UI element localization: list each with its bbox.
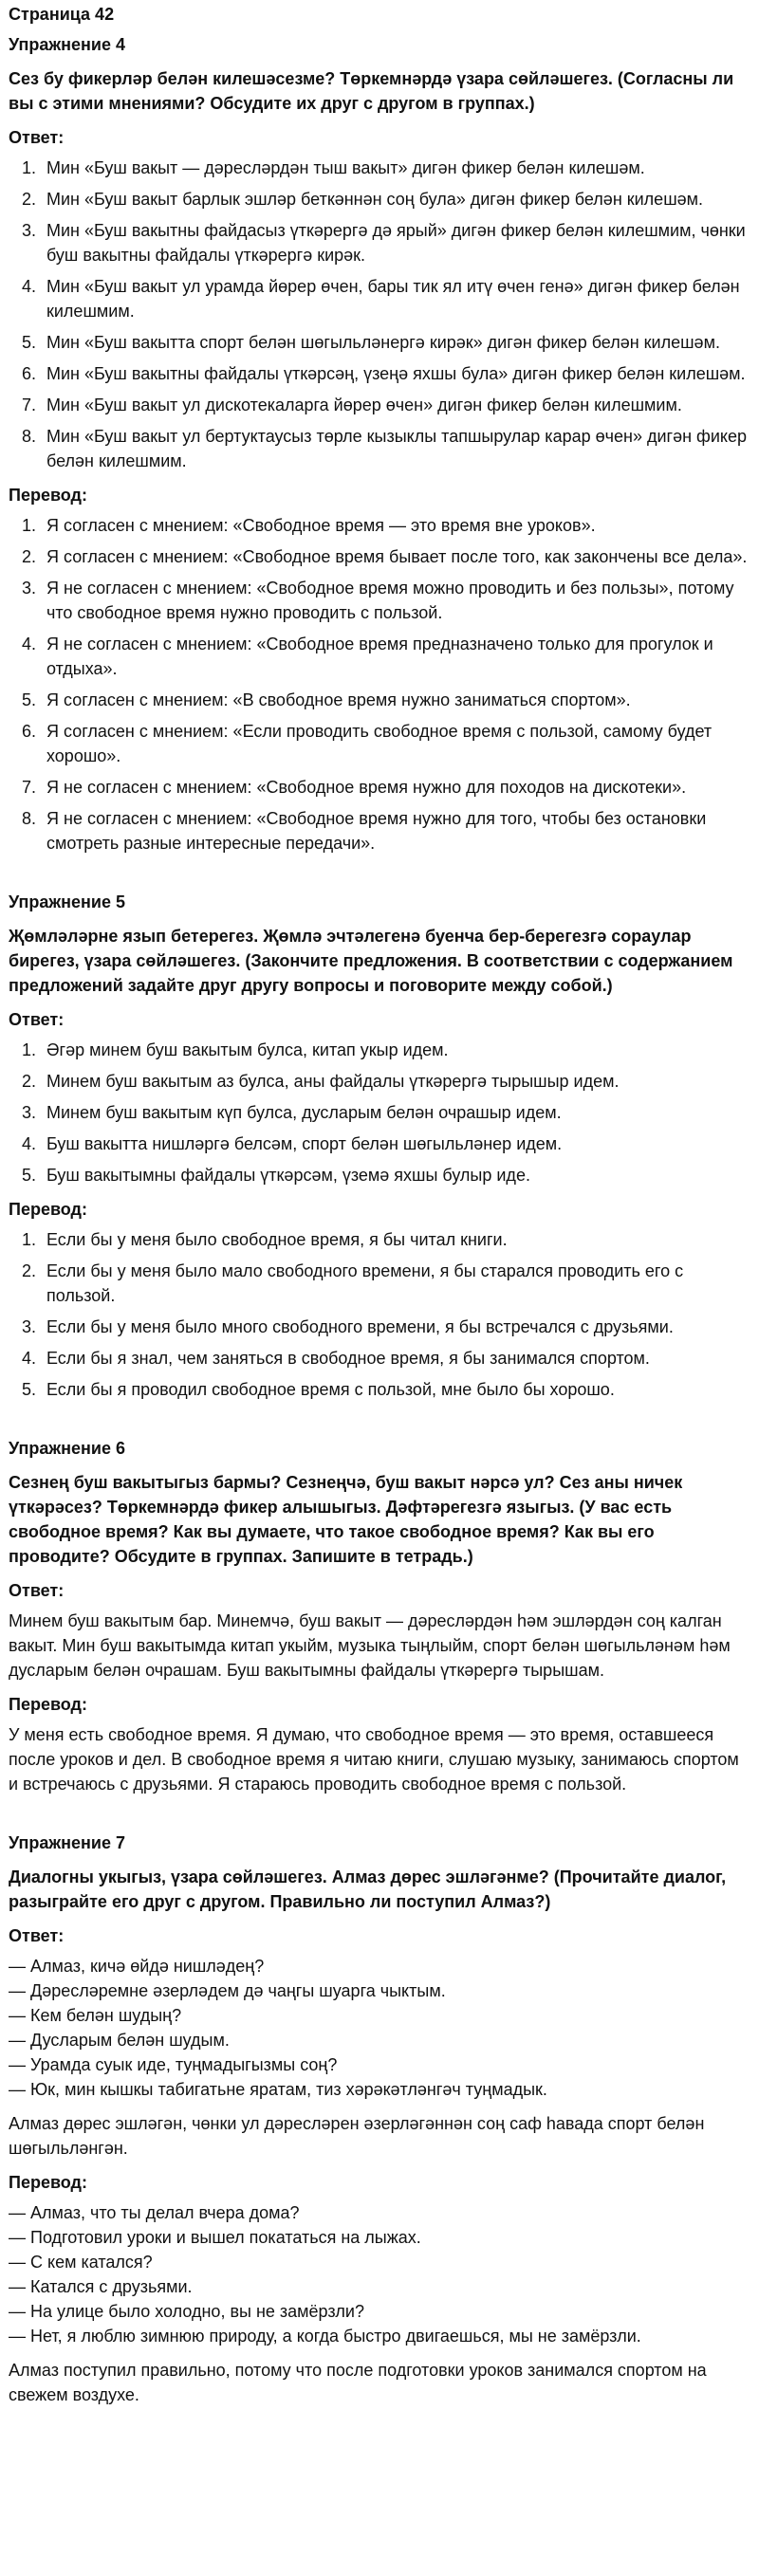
exercise-task: Сез бу фикерләр белән килешәсезме? Төркемнәрдә үзара сөйләшегез. (Согласны ли вы с этими мнениями? Обсудите их друг с другом в группах.) <box>9 69 734 113</box>
exercise-title: Упражнение 4 <box>9 35 125 54</box>
list-item: 8. Мин «Буш вакыт ул бертуктаусыз төрле кызыклы тапшырулар карар өчен» дигән фикер белән килешмим. <box>22 427 747 470</box>
list-item: 3. Мин «Буш вакытны файдасыз үткәрергә дә ярый» дигән фикер белән килешмим, чөнки буш вакытны файдалы үткәрергә кирәк. <box>22 221 746 265</box>
translation-list <box>9 1227 750 1402</box>
translation-label: Перевод: <box>9 1200 87 1219</box>
list-item: 1. Мин «Буш вакыт — дәресләрдән тыш вакыт» дигән фикер белән килешәм. <box>22 158 645 177</box>
list-item: 5. Буш вакытымны файдалы үткәрсәм, үземә яхшы булыр иде. <box>22 1166 530 1185</box>
dialog-line: — Дәресләремне әзерләдем дә чаңгы шуарга чыктым. <box>9 1981 446 2000</box>
dialog <box>9 1954 750 2102</box>
list-item: 2. Мин «Буш вакыт барлык эшләр беткәннән соң була» дигән фикер белән килешәм. <box>22 190 704 209</box>
list-item: 7. Я не согласен с мнением: «Свободное время нужно для походов на дискотеки». <box>22 778 687 797</box>
list-item: 4. Если бы я знал, чем заняться в свободное время, я бы занимался спортом. <box>22 1349 650 1368</box>
dialog-line: — Катался с друзьями. <box>9 2277 193 2296</box>
exercise-7 <box>9 1831 750 2407</box>
dialog-line: — С кем катался? <box>9 2253 153 2272</box>
list-item: 3. Если бы у меня было много свободного времени, я бы встречался с друзьями. <box>22 1317 674 1336</box>
exercise-task: Сезнең буш вакытыгыз бармы? Сезнеңчә, буш вакыт нәрсә ул? Сез аны ничек үткәрәсез? Төркемнәрдә фикер алышыгыз. Дәфтәрегезгә языгыз. (У вас есть свободное время? Как вы думаете, что такое свободное время? Как вы его проводите? Обсудите в группах. Запишите в тетрадь.) <box>9 1473 683 1566</box>
list-item: 1. Я согласен с мнением: «Свободное время — это время вне уроков». <box>22 516 596 535</box>
page-title: Страница 42 <box>9 5 115 24</box>
translation-label: Перевод: <box>9 2173 87 2192</box>
list-item: 3. Минем буш вакытым күп булса, дусларым белән очрашыр идем. <box>22 1103 562 1122</box>
dialog-line: — Алмаз, кичә өйдә нишләдең? <box>9 1957 265 1976</box>
list-item: 1. Әгәр минем буш вакытым булса, китап укыр идем. <box>22 1040 449 1059</box>
answer-list <box>9 1038 750 1187</box>
list-item: 2. Минем буш вакытым аз булса, аны файдалы үткәрергә тырышыр идем. <box>22 1072 620 1091</box>
answer-label: Ответ: <box>9 1926 65 1945</box>
exercise-title: Упражнение 7 <box>9 1833 125 1852</box>
exercise-title: Упражнение 6 <box>9 1439 125 1458</box>
dialog-line: — Урамда суык иде, туңмадыгызмы соң? <box>9 2055 338 2074</box>
list-item: 4. Буш вакытта нишләргә белсәм, спорт белән шөгыльләнер идем. <box>22 1134 563 1153</box>
list-item: 1. Если бы у меня было свободное время, я бы читал книги. <box>22 1230 508 1249</box>
exercise-task: Диалогны укыгыз, үзара сөйләшегез. Алмаз дөрес эшләгәнме? (Прочитайте диалог, разыграйте его друг с другом. Правильно ли поступил Алмаз?) <box>9 1868 727 1911</box>
translation-label: Перевод: <box>9 1695 87 1714</box>
list-item: 6. Я согласен с мнением: «Если проводить свободное время с пользой, самому будет хорошо». <box>22 722 713 765</box>
dialog-line: — Алмаз, что ты делал вчера дома? <box>9 2203 300 2222</box>
translation-label: Перевод: <box>9 486 87 505</box>
list-item: 2. Если бы у меня было мало свободного времени, я бы старался проводить его с пользой. <box>22 1261 684 1305</box>
list-item: 5. Я согласен с мнением: «В свободное время нужно заниматься спортом». <box>22 690 631 709</box>
exercise-task: Җөмләләрне язып бетерегез. Җөмлә эчтәлегенә буенча бер-берегезгә сораулар бирегез, үзара сөйләшегез. (Закончите предложения. В соответствии с содержанием предложений задайте друг другу вопросы и поговорите между собой.) <box>9 927 733 995</box>
dialog <box>9 2200 750 2348</box>
list-item: 5. Мин «Буш вакытта спорт белән шөгыльләнергә кирәк» дигән фикер белән килешәм. <box>22 333 720 352</box>
translation-conclusion: Алмаз поступил правильно, потому что после подготовки уроков занимался спортом на свежем воздухе. <box>9 2361 707 2404</box>
answer-conclusion: Алмаз дөрес эшләгән, чөнки ул дәресләрен әзерләгәннән соң саф һавада спорт белән шөгыльләнгән. <box>9 2114 705 2158</box>
list-item: 8. Я не согласен с мнением: «Свободное время нужно для того, чтобы без остановки смотреть разные интересные передачи». <box>22 809 707 853</box>
answer-label: Ответ: <box>9 128 65 147</box>
exercise-6 <box>9 1436 750 1796</box>
answer-label: Ответ: <box>9 1010 65 1029</box>
exercise-5 <box>9 890 750 1402</box>
exercise-4 <box>9 32 750 856</box>
dialog-line: — Дусларым белән шудым. <box>9 2031 230 2050</box>
answer-text: Минем буш вакытым бар. Минемчә, буш вакыт — дәресләрдән һәм эшләрдән соң калган вакыт. Мин буш вакытымда китап укыйм, музыка тыңлыйм, спорт белән шөгыльләнәм һәм дусларым белән очрашам. Буш вакытымны файдалы үткәрергә тырышам. <box>9 1611 731 1680</box>
dialog-line: — Юк, мин кышкы табигатьне яратам, тиз хәрәкәтләнгәч туңмадык. <box>9 2080 547 2099</box>
list-item: 6. Мин «Буш вакытны файдалы үткәрсәң, үзеңә яхшы була» дигән фикер белән килешәм. <box>22 364 746 383</box>
list-item: 2. Я согласен с мнением: «Свободное время бывает после того, как закончены все дела». <box>22 547 748 566</box>
dialog-line: — Подготовил уроки и вышел покататься на лыжах. <box>9 2228 421 2247</box>
dialog-line: — Нет, я люблю зимнюю природу, а когда быстро двигаешься, мы не замёрзли. <box>9 2327 641 2346</box>
list-item: 5. Если бы я проводил свободное время с пользой, мне было бы хорошо. <box>22 1380 615 1399</box>
list-item: 4. Я не согласен с мнением: «Свободное время предназначено только для прогулок и отдыха». <box>22 635 713 678</box>
answer-list <box>9 156 750 473</box>
translation-list <box>9 513 750 856</box>
exercise-title: Упражнение 5 <box>9 892 125 911</box>
list-item: 7. Мин «Буш вакыт ул дискотекаларга йөрер өчен» дигән фикер белән килешмим. <box>22 396 682 414</box>
dialog-line: — Кем белән шудың? <box>9 2006 182 2025</box>
list-item: 4. Мин «Буш вакыт ул урамда йөрер өчен, бары тик ял итү өчен генә» дигән фикер белән килешмим. <box>22 277 740 321</box>
list-item: 3. Я не согласен с мнением: «Свободное время можно проводить и без пользы», потому что свободное время нужно проводить с пользой. <box>22 579 734 622</box>
dialog-line: — На улице было холодно, вы не замёрзли? <box>9 2302 364 2321</box>
translation-text: У меня есть свободное время. Я думаю, что свободное время — это время, оставшееся после уроков и дел. В свободное время я читаю книги, слушаю музыку, занимаюсь спортом и встречаюсь с друзьями. Я стараюсь проводить свободное время с пользой. <box>9 1725 739 1794</box>
answer-label: Ответ: <box>9 1581 65 1600</box>
page <box>9 0 750 2407</box>
